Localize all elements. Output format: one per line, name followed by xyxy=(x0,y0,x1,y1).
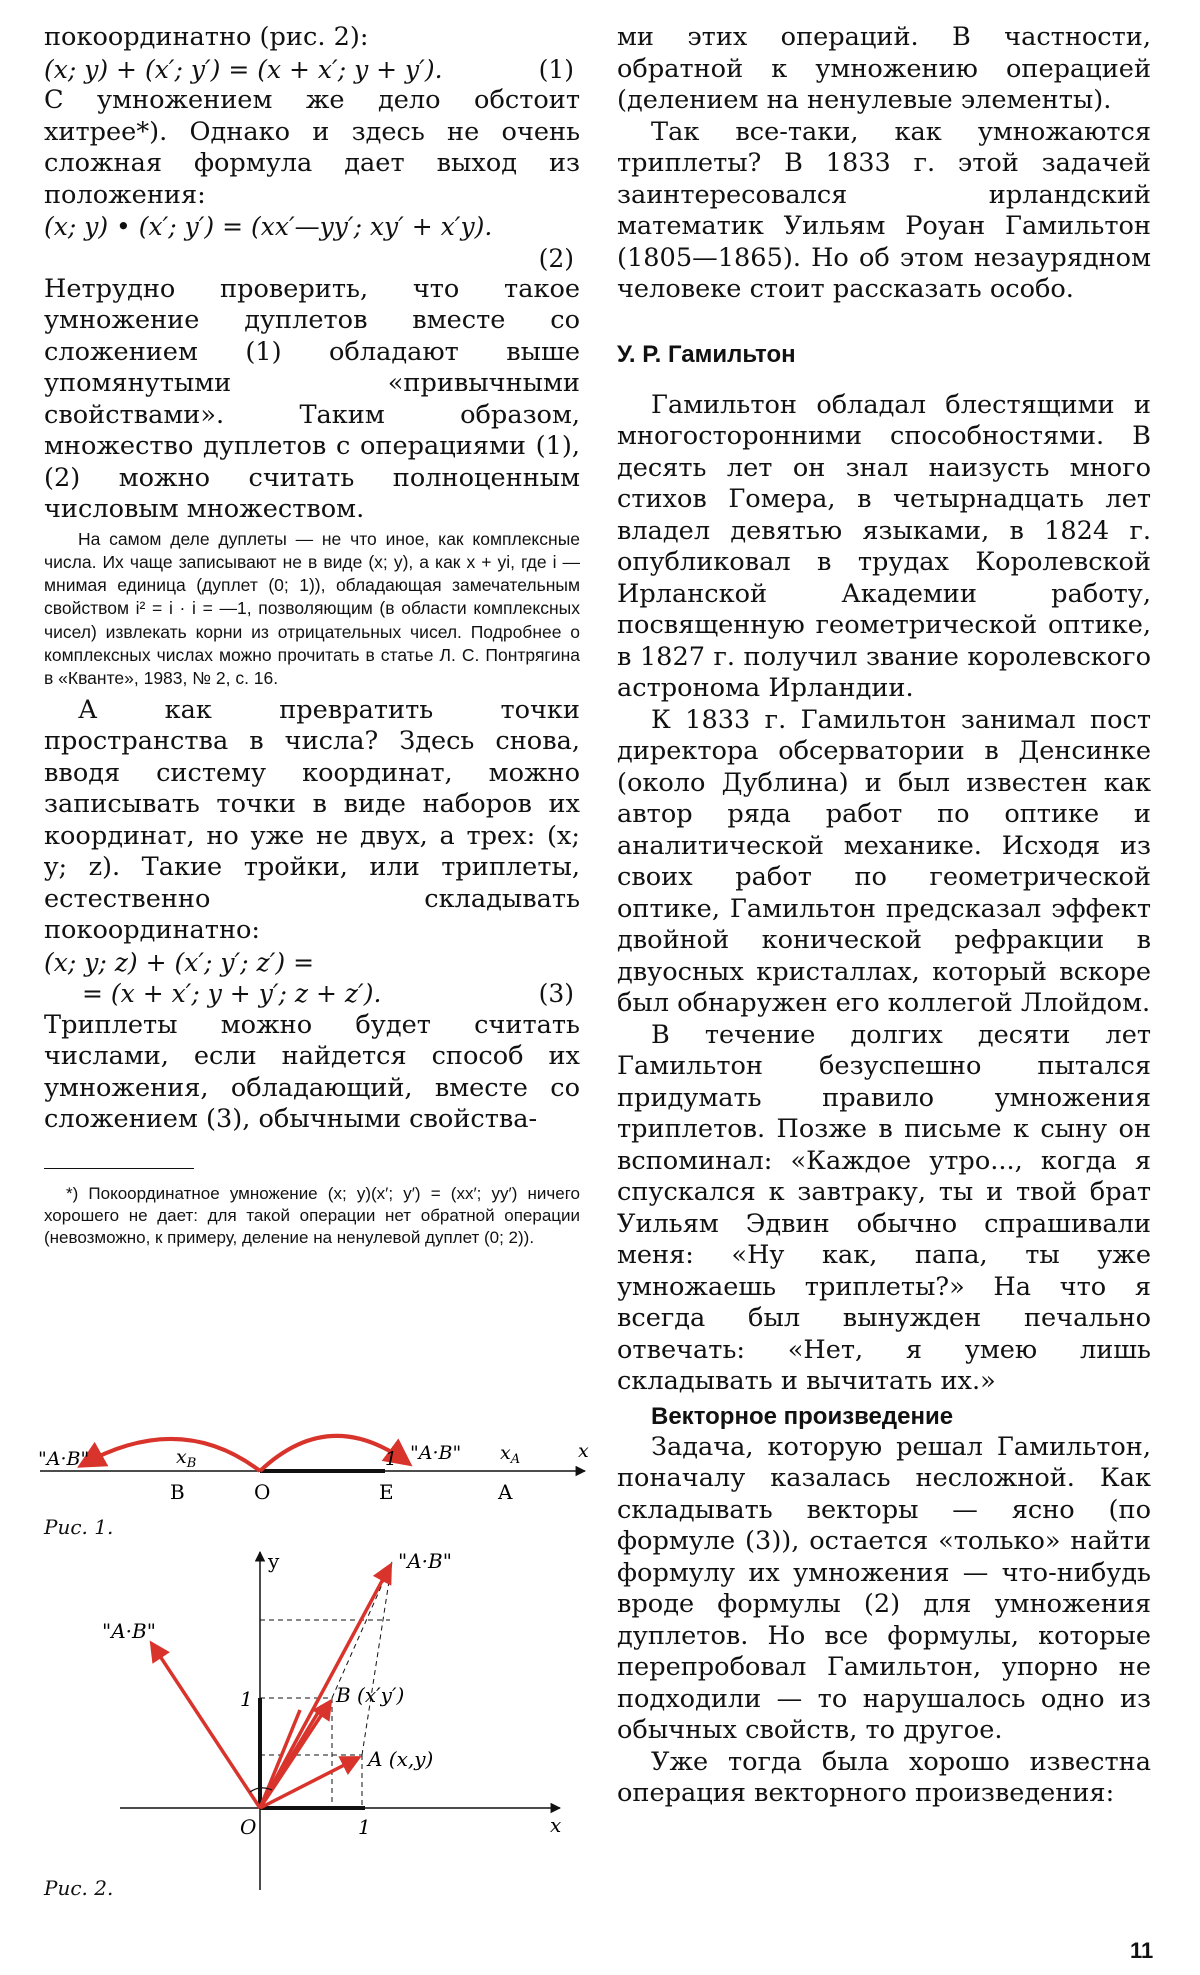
label-axis-x: x xyxy=(550,1813,562,1837)
paragraph-operations: ми этих операций. В частности, обратной к умножению операцией (делением на ненулевые элементы). xyxy=(617,22,1151,115)
label-axis-y: y xyxy=(268,1549,280,1573)
paragraph-triplets: Триплеты можно будет считать числами, если найдется способ их умножения, обладающий, вместе со сложением (3), обычными свойства- xyxy=(44,1009,580,1135)
paragraph-how-multiply: Так все-таки, как умножаются триплеты? В 1833 г. этой задачей заинтересовался ирландский математик Уильям Роуан Гамильтон (1805—1865). Но об этом незаурядном человеке стоит рассказать особо. xyxy=(617,116,1151,304)
paragraph-ten-years: В течение долгих десяти лет Гамильтон безуспешно пытался придумать правило умножения триплетов. Позже в письме к сыну он вспоминал: «Каждое утро..., когда я спускался к завтраку, ты и твой брат Уильям Эдвин обычно спрашивали меня: «Ну как, папа, ты уже умножаешь триплеты?» На что я всегда был вынужден печально отвечать: «Нет, я умею лишь складывать и вычитать их.» xyxy=(617,1019,1151,1396)
figure-2 xyxy=(100,1540,590,1900)
label-xb-x: x xyxy=(176,1446,187,1468)
paragraph-duplets-properties: Нетрудно проверить, что такое умножение дуплетов вместе со сложением (1) обладают выше упомянутыми «привычными свойствами». Таким образом, множество дуплетов с операциями (1), (2) можно считать полноценным числовым множеством. xyxy=(44,273,580,524)
formula-3-number: (3) xyxy=(538,979,574,1009)
right-column xyxy=(617,22,1151,1810)
label-xa-sub: A xyxy=(510,1452,521,1467)
label-one-y: 1 xyxy=(240,1687,253,1711)
paragraph-hamilton-abilities: Гамильтон обладал блестящими и многосторонними способностями. В десять лет он знал наизусть много стихов Гомера, в четырнадцать лет владел девятью языками, в 1824 г. опубликовал в трудах Королевской Ирланской Академии работу, посвященную геометрической оптике, в 1827 г. получил звание королевского астронома Ирландии. xyxy=(617,389,1151,703)
label-ab-top: "A·B" xyxy=(398,1549,452,1573)
paragraph-space-points: А как превратить точки пространства в числа? Здесь снова, вводя систему координат, можно записывать точки в виде наборов их координат, но уже не двух, а трех: (x; y; z). Такие тройки, или триплеты, естественно складывать покоординатно: xyxy=(44,694,580,946)
label-ab-left: "A·B" xyxy=(38,1448,90,1470)
formula-2 xyxy=(44,211,580,243)
heading-hamilton: У. Р. Гамильтон xyxy=(617,340,796,368)
formula-3a xyxy=(44,947,580,979)
paragraph-multiplication: С умножением же дело обстоит хитрее*). Однако и здесь не очень сложная формула дает выход из положения: xyxy=(44,85,580,210)
figure-1-caption: Рис. 1. xyxy=(44,1515,114,1539)
vector-ab-left xyxy=(152,1644,260,1808)
label-axis-x: x xyxy=(578,1440,589,1462)
label-xa-x: x xyxy=(500,1442,511,1464)
formula-3a-text: (x; y; z) + (x′; y′; z′) = xyxy=(44,947,315,977)
footnote-rule xyxy=(44,1168,194,1169)
heading-vector-product: Векторное произведение xyxy=(651,1402,954,1430)
formula-1 xyxy=(44,54,580,86)
formula-3b xyxy=(44,978,580,1010)
label-E: E xyxy=(379,1480,394,1504)
label-one: 1 xyxy=(385,1448,398,1470)
figure-1 xyxy=(30,1425,600,1535)
label-B-point: B (x′y′) xyxy=(336,1683,405,1707)
arc-left-arrow xyxy=(82,1439,260,1471)
label-ab-right: "A·B" xyxy=(410,1442,462,1464)
paragraph-task: Задача, которую решал Гамильтон, поначалу казалась несложной. Как складывать векторы — ясно (по формуле (3)), остается «только» найти формулу их умножения — что-нибудь вроде формулы (2) для умножения дуплетов. Но все формулы, которые перепробовал Гамильтон, упорно не подходили — то нарушалось одно из обычных свойств, то другое. xyxy=(617,1431,1151,1745)
formula-2-number: (2) xyxy=(538,243,574,273)
paragraph-coordinatewise: покоординатно (рис. 2): xyxy=(44,22,369,52)
formula-3b-text: = (x + x′; y + y′; z + z′). xyxy=(82,979,382,1009)
formula-2-text: (x; y) • (x′; y′) = (xx′—yy′; xy′ + x′y). xyxy=(44,212,493,241)
note-complex-numbers: На самом деле дуплеты — не что иное, как комплексные числа. Их чаще записывают не в виде (x; y), а как x + yi, где i — мнимая единица (дуплет (0; 1)), обладающая замечательным свойством i² = i · i = —1, позволяющим (в области комплексных чисел) извлекать корни из отрицательных чисел. Подробнее о комплексных числах можно прочитать в статье Л. С. Понтрягина в «Кванте», 1983, № 2, с. 16. xyxy=(44,528,580,689)
label-A-point: A (x,y) xyxy=(368,1747,434,1771)
label-ab-left: "A·B" xyxy=(102,1619,156,1643)
footnote: *) Покоординатное умножение (x; y)(x′; y′) = (xx′; yy′) ничего хорошего не дает: для такой операции нет обратной операции (невозможно, к примеру, деление на ненулевой дуплет (0; 2)). xyxy=(44,1183,580,1247)
label-O: O xyxy=(254,1480,271,1504)
label-B: B xyxy=(170,1480,185,1504)
label-xb xyxy=(176,1446,196,1471)
formula-2-number-line xyxy=(44,243,580,274)
formula-1-text: (x; y) + (x′; y′) = (x + x′; y + y′). xyxy=(44,54,443,84)
page-number: 11 xyxy=(1130,1938,1154,1963)
paragraph-hamilton-observatory: К 1833 г. Гамильтон занимал пост директора обсерватории в Денсинке (около Дублина) и был известен как автор ряда работ по оптике и аналитической механике. Исходя из своих работ по геометрической оптике, Гамильтон предсказал эффект двойной конической рефракции в двуосных кристаллах, который вскоре был обнаружен его коллегой Ллойдом. xyxy=(617,704,1151,1018)
paragraph-vector-product: Уже тогда была хорошо известна операция векторного произведения: xyxy=(617,1746,1151,1808)
label-one-x: 1 xyxy=(358,1815,371,1839)
label-xa xyxy=(500,1442,520,1467)
label-origin: O xyxy=(240,1815,257,1839)
figure-2-caption: Рис. 2. xyxy=(44,1876,114,1900)
label-A: A xyxy=(498,1480,513,1504)
left-column xyxy=(44,22,580,1249)
formula-1-number: (1) xyxy=(538,54,574,84)
label-xb-sub: B xyxy=(186,1456,197,1471)
